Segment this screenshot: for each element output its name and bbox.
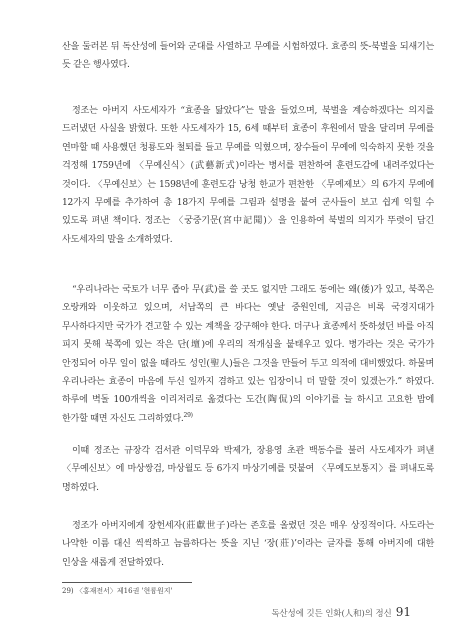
paragraph-4-text: 이때 정조는 규장각 검서관 이덕무와 박제가, 장용영 초관 백동수를 불러 사도세자가 펴낸 〈무예신보〉에 마상쌍검, 마상월도 등 6가지 마상기예를 덧붙여 〈무예도보통지〉를 펴내도록 명하였다. [62, 446, 434, 493]
quotation-paragraph [62, 281, 434, 428]
paragraph-2-text: 정조는 아버지 사도세자가 “효종을 닮았다”는 말을 들었으며, 북벌을 계승하겠다는 의지를 드러냈던 사실을 밝혔다. 또한 사도세자가 15, 6세 때부터 효종이 후원에서 말을 달리며 무예를 연마할 때 사용했던 청룡도와 철퇴를 들고 무예를 익혔으며, 장수들이 무예에 익숙하지 못한 것을 걱정해 1759년에 〈무예신식〉(武藝新式)이라는 병서를 편찬하여 훈련도감에 내려주었다는 것이다. 〈무예신보〉는 1598년에 훈련도감 낭청 한교가 편찬한 〈무예제보〉의 6가지 무예에 12가지 무예를 추가하여 총 18가지 무예를 그림과 설명을 붙여 군사들이 보고 쉽게 익힐 수 있도록 펴낸 책이다. 정조는 〈궁중기문(宮中記聞)〉을 인용하여 북벌의 의지가 뚜렷이 담긴 사도세자의 말을 소개하였다. [62, 106, 434, 245]
paragraph-4 [62, 442, 434, 497]
footnote: 29) 〈홍재전서〉제16권 '현륭원지' [62, 587, 173, 595]
paragraph-1-text: 산을 둘러본 뒤 독산성에 들어와 군대를 사열하고 무예를 시험하였다. 효종의 뜻-북벌을 되새기는 듯 같은 행사였다. [62, 42, 434, 71]
page-number: 91 [395, 605, 411, 619]
paragraph-5-text: 정조가 아버지에게 장헌세자(莊獻世子)라는 존호를 올렸던 것은 매우 상징적이다. 사도라는 나약한 이름 대신 씩씩하고 늠름하다는 뜻을 지닌 ‘장(莊)’이라는 글자를 통해 아버지에 대한 인상을 새롭게 전달하였다. [62, 521, 434, 568]
paragraph-2 [62, 102, 434, 249]
paragraph-5 [62, 517, 434, 572]
running-footer-title: 독산성에 깃든 인화(人和)의 정신 [271, 608, 392, 618]
paragraph-1 [62, 38, 434, 75]
quotation-text: “우리나라는 국토가 너무 좁아 무(武)를 쓸 곳도 없지만 그래도 동에는 왜(倭)가 있고, 북쪽은 오랑캐와 이웃하고 있으며, 서남쪽의 큰 바다는 옛날 중원인데, 지금은 비록 국경지대가 무사하다지만 국가가 견고할 수 있는 계책을 강구해야 한다. 더구나 효종께서 뜻하셨던 바를 아직 피지 못해 북쪽에 있는 작은 단(壇)에 우리의 적개심을 붙태우고 있다. 병가라는 것은 국가가 안정되어 아무 일이 없을 때라도 성인(聖人)들은 그것을 만들어 두고 의적에 대비했었다. 하물며 우리나라는 효종이 마음에 두신 일까지 겸하고 있는 입장이니 더 말할 것이 있겠는가.” 하였다. 하루에 벽돌 100개씩을 이리저리로 옮겼다는 도간(陶侃)의 이야기를 늘 하시고 고요한 밤에 한가할 때면 자신도 그리하였다. [62, 285, 434, 424]
running-footer [271, 605, 411, 620]
footnote-reference[interactable]: 29) [183, 411, 193, 419]
footnote-divider [62, 582, 192, 583]
